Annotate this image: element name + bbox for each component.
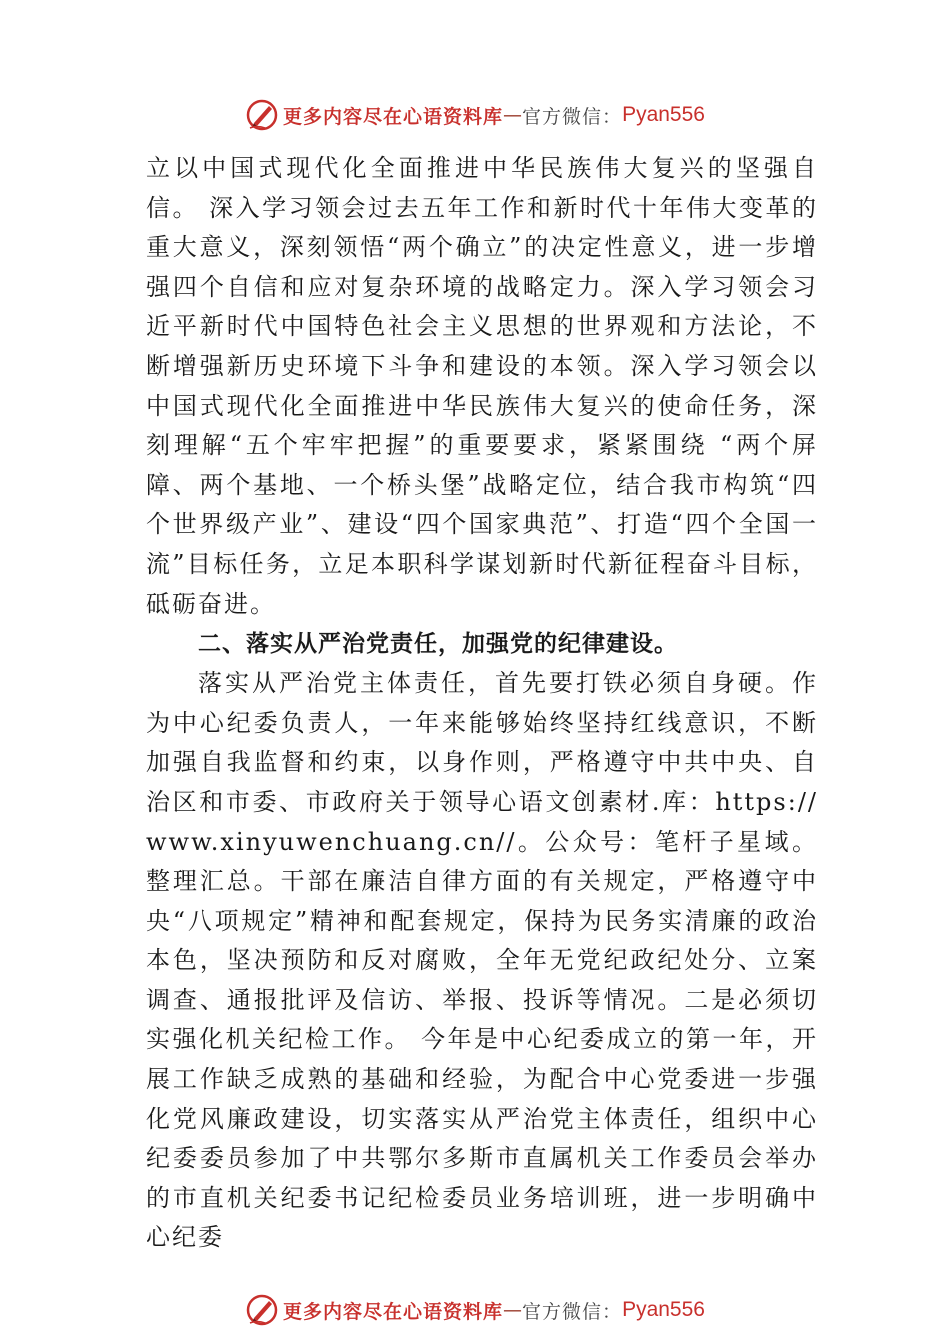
banner-wechat-account: Pyan556 [622,1298,705,1321]
banner-dash: — [503,1299,523,1321]
pen-logo-icon [245,1293,279,1327]
document-body [146,149,818,1258]
paragraph-2: 落实从严治党主体责任，首先要打铁必须自身硬。作为中心纪委负责人，一年来能够始终坚持红线意识，不断加强自我监督和约束，以身作则，严格遵守中共中央、自治区和市委、市政府关于领导心语文创素材.库：https://www.xinyuwenchuang.cn//。公众号：笔杆子星域。整理汇总。干部在廉洁自律方面的有关规定，严格遵守中央“八项规定”精神和配套规定，保持为民务实清廉的政治本色，坚决预防和反对腐败，全年无党纪政纪处分、立案调查、通报批评及信访、举报、投诉等情况。二是必须切实强化机关纪检工作。 今年是中心纪委成立的第一年，开展工作缺乏成熟的基础和经验，为配合中心党委进一步强化党风廉政建设，切实落实从严治党主体责任，组织中心纪委委员参加了中共鄂尔多斯市直属机关工作委员会举办的市直机关纪委书记纪检委员业务培训班，进一步明确中心纪委 [146,669,818,1252]
header-banner [0,95,950,135]
banner-wechat-label: 官方微信： [522,105,623,128]
banner-dash: — [503,104,523,126]
banner-promo-text: 更多内容尽在心语资料库 [283,105,504,128]
banner-promo-text: 更多内容尽在心语资料库 [283,1300,504,1323]
footer-banner [0,1290,950,1330]
banner-wechat-account: Pyan556 [622,103,705,126]
banner-wechat-label: 官方微信： [522,1300,623,1323]
section-heading-2: 二、落实从严治党责任，加强党的纪律建设。 [198,631,678,658]
pen-logo-icon [245,98,279,132]
paragraph-1: 立以中国式现代化全面推进中华民族伟大复兴的坚强自信。 深入学习领会过去五年工作和新时代十年伟大变革的重大意义，深刻领悟“两个确立”的决定性意义，进一步增强四个自信和应对复杂环境的战略定力。深入学习领会习近平新时代中国特色社会主义思想的世界观和方法论，不断增强新历史环境下斗争和建设的本领。深入学习领会以中国式现代化全面推进中华民族伟大复兴的使命任务，深刻理解“五个牢牢把握”的重要要求，紧紧围绕 “两个屏障、两个基地、一个桥头堡”战略定位，结合我市构筑“四个世界级产业”、建设“四个国家典范”、打造“四个全国一流”目标任务，立足本职科学谋划新时代新征程奋斗目标，砥砺奋进。 [146,154,818,618]
